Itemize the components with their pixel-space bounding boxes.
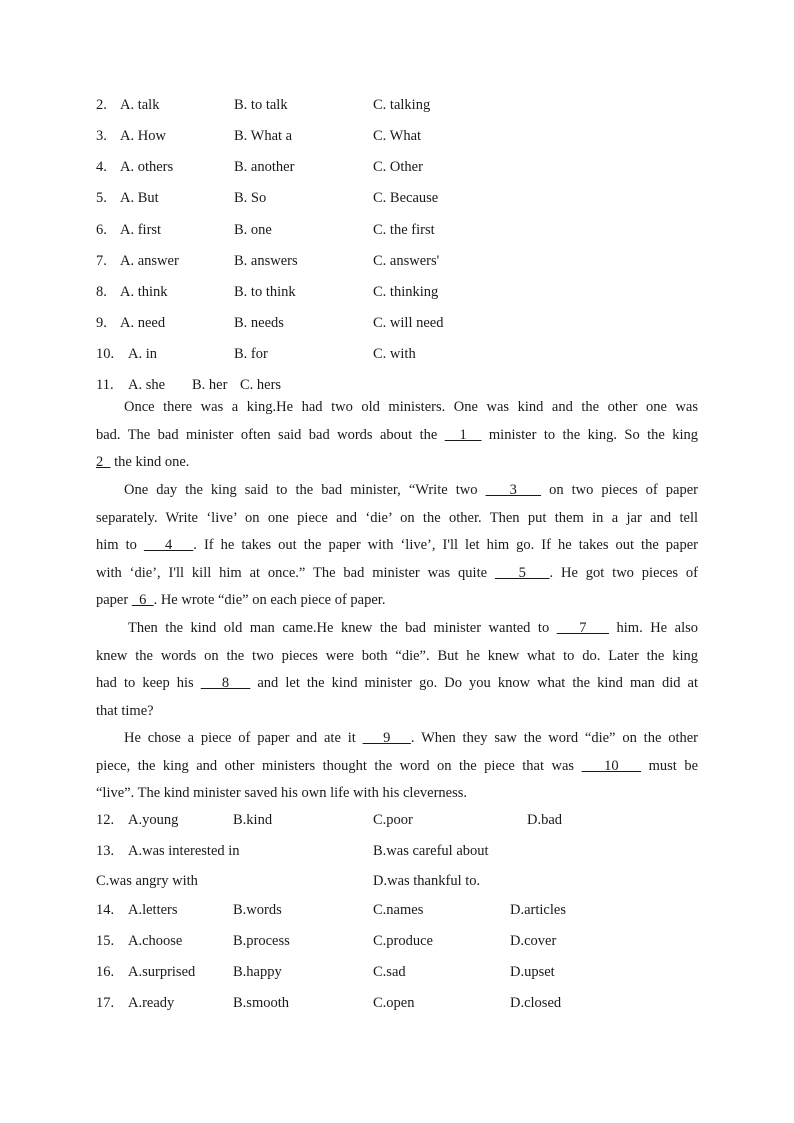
- option-c: C. Other: [373, 159, 423, 175]
- question-number: 11.: [96, 377, 114, 393]
- option-a: A. others: [120, 159, 174, 175]
- option-d: D.articles: [510, 902, 566, 918]
- option-c: C. hers: [240, 377, 282, 393]
- blank-7: 7: [556, 620, 610, 636]
- option-a: A.ready: [128, 995, 175, 1011]
- option-c: C.open: [373, 995, 415, 1011]
- question-number: 2.: [96, 97, 107, 113]
- passage-text: him. He also: [609, 620, 698, 636]
- option-b: B. So: [234, 190, 267, 206]
- passage-paragraph-4: [96, 725, 698, 808]
- passage-text: . If he takes out the paper with ‘live’, I'll let him go. If he takes out the paper: [193, 537, 699, 554]
- question-number: 15.: [96, 933, 115, 949]
- question-number: 3.: [96, 128, 107, 144]
- blank-8: 8: [200, 675, 251, 692]
- question-number: 17.: [96, 995, 115, 1011]
- passage-line: [96, 449, 698, 477]
- option-b: B. to talk: [234, 97, 288, 113]
- passage-line: [96, 725, 698, 753]
- passage-text: piece, the king and other ministers thought the word on the piece that was: [96, 757, 582, 774]
- question-number: 12.: [96, 812, 115, 828]
- passage-line: [96, 615, 698, 643]
- option-d: D.cover: [510, 933, 557, 949]
- option-d: D.bad: [527, 812, 563, 828]
- option-a: A.letters: [128, 902, 178, 918]
- option-c: C. talking: [373, 97, 431, 113]
- passage-line: [96, 753, 698, 781]
- option-a: A. she: [128, 377, 166, 393]
- passage-paragraph-3: [96, 615, 698, 725]
- passage-text: on two pieces of paper: [541, 482, 698, 498]
- passage-text: Then the kind old man came.He knew the bad minister wanted to: [128, 620, 557, 636]
- option-b: B.words: [233, 902, 282, 918]
- option-b: B.kind: [233, 812, 273, 828]
- option-b: B.smooth: [233, 995, 289, 1011]
- passage-text: . When they saw the word “die” on the other: [410, 730, 699, 746]
- option-b: B.was careful about: [373, 843, 489, 859]
- question-number: 4.: [96, 159, 107, 175]
- passage-paragraph-1: [96, 394, 698, 477]
- option-c: C. thinking: [373, 284, 439, 300]
- blank-5: 5: [494, 564, 550, 581]
- passage-line: that time?: [96, 702, 154, 719]
- passage-text: . He got two pieces of: [549, 564, 698, 581]
- question-number: 6.: [96, 222, 107, 238]
- option-a: A.was interested in: [128, 843, 240, 859]
- option-b: B. her: [192, 377, 228, 393]
- option-d: D.was thankful to.: [373, 873, 481, 889]
- passage-line: [96, 477, 698, 505]
- option-b: B. answers: [234, 253, 298, 269]
- option-a: A. first: [120, 222, 162, 238]
- passage-text: . He wrote “die” on each piece of paper.: [153, 592, 386, 609]
- option-a: A.choose: [128, 933, 183, 949]
- option-d: D.closed: [510, 995, 562, 1011]
- option-a: A. talk: [120, 97, 160, 113]
- option-c: C. with: [373, 346, 416, 362]
- passage-line: “live”. The kind minister saved his own life with his cleverness.: [96, 785, 468, 802]
- option-c: C.sad: [373, 964, 406, 980]
- question-number: 7.: [96, 253, 107, 269]
- passage-line: Once there was a king.He had two old ministers. One was kind and the other one was: [124, 399, 698, 415]
- passage-line: [96, 532, 698, 560]
- passage-text: must be: [641, 757, 699, 774]
- passage-paragraph-2: [96, 477, 698, 615]
- blank-3: 3: [485, 482, 542, 498]
- question-number: 5.: [96, 190, 107, 206]
- option-a: A.surprised: [128, 964, 196, 980]
- question-number: 10.: [96, 346, 115, 362]
- option-b: B. one: [234, 222, 272, 238]
- option-a: A. think: [120, 284, 168, 300]
- blank-9: 9: [362, 730, 411, 746]
- option-c: C. What: [373, 128, 422, 144]
- option-c: C.produce: [373, 933, 433, 949]
- question-number: 14.: [96, 902, 115, 918]
- passage-text: him to: [96, 537, 144, 554]
- option-a: A.young: [128, 812, 179, 828]
- option-a: A. How: [120, 128, 166, 144]
- option-b: B. to think: [234, 284, 296, 300]
- option-b: B.happy: [233, 964, 282, 980]
- option-a: A. need: [120, 315, 166, 331]
- passage-line: separately. Write ‘live’ on one piece and ‘die’ on the other. Then put them in a jar and tell: [96, 509, 698, 526]
- option-c: C. Because: [373, 190, 439, 206]
- question-number: 8.: [96, 284, 107, 300]
- option-c: C.names: [373, 902, 424, 918]
- option-a: A. answer: [120, 253, 179, 269]
- passage-text: had to keep his: [96, 675, 201, 692]
- passage-line: [96, 560, 698, 588]
- blank-4: 4: [143, 537, 194, 554]
- passage-text: One day the king said to the bad minister, “Write two: [124, 482, 486, 498]
- option-b: B. another: [234, 159, 295, 175]
- blank-2: 2: [96, 454, 111, 471]
- option-a: A. in: [128, 346, 157, 362]
- passage-text: with ‘die’, I'll kill him at once.” The bad minister was quite: [96, 564, 495, 581]
- option-b: B.process: [233, 933, 290, 949]
- passage-line: [96, 587, 698, 615]
- option-c: C. answers': [373, 253, 440, 269]
- blank-6: 6: [131, 592, 154, 609]
- blank-1: 1: [444, 426, 482, 443]
- question-number: 9.: [96, 315, 107, 331]
- passage-text: bad. The bad minister often said bad words about the: [96, 426, 445, 443]
- passage-text: He chose a piece of paper and ate it: [124, 730, 363, 746]
- passage-text: minister to the king. So the king: [481, 426, 698, 443]
- option-c: C.was angry with: [96, 873, 198, 889]
- option-d: D.upset: [510, 964, 555, 980]
- question-number: 16.: [96, 964, 115, 980]
- option-a: A. But: [120, 190, 159, 206]
- option-c: C.poor: [373, 812, 413, 828]
- option-b: B. needs: [234, 315, 284, 331]
- passage-line: knew the words on the two pieces were both “die”. But he knew what to do. Later the king: [96, 647, 698, 664]
- option-b: B. What a: [234, 128, 293, 144]
- question-number: 13.: [96, 843, 115, 859]
- blank-10: 10: [581, 757, 642, 774]
- passage-line: [96, 422, 698, 450]
- option-c: C. the first: [373, 222, 435, 238]
- passage-line: [96, 670, 698, 698]
- passage-text: and let the kind minister go. Do you know what the kind man did at: [250, 675, 699, 692]
- option-c: C. will need: [373, 315, 444, 331]
- option-b: B. for: [234, 346, 268, 362]
- passage-text: the kind one.: [110, 454, 190, 471]
- passage-text: paper: [96, 592, 132, 609]
